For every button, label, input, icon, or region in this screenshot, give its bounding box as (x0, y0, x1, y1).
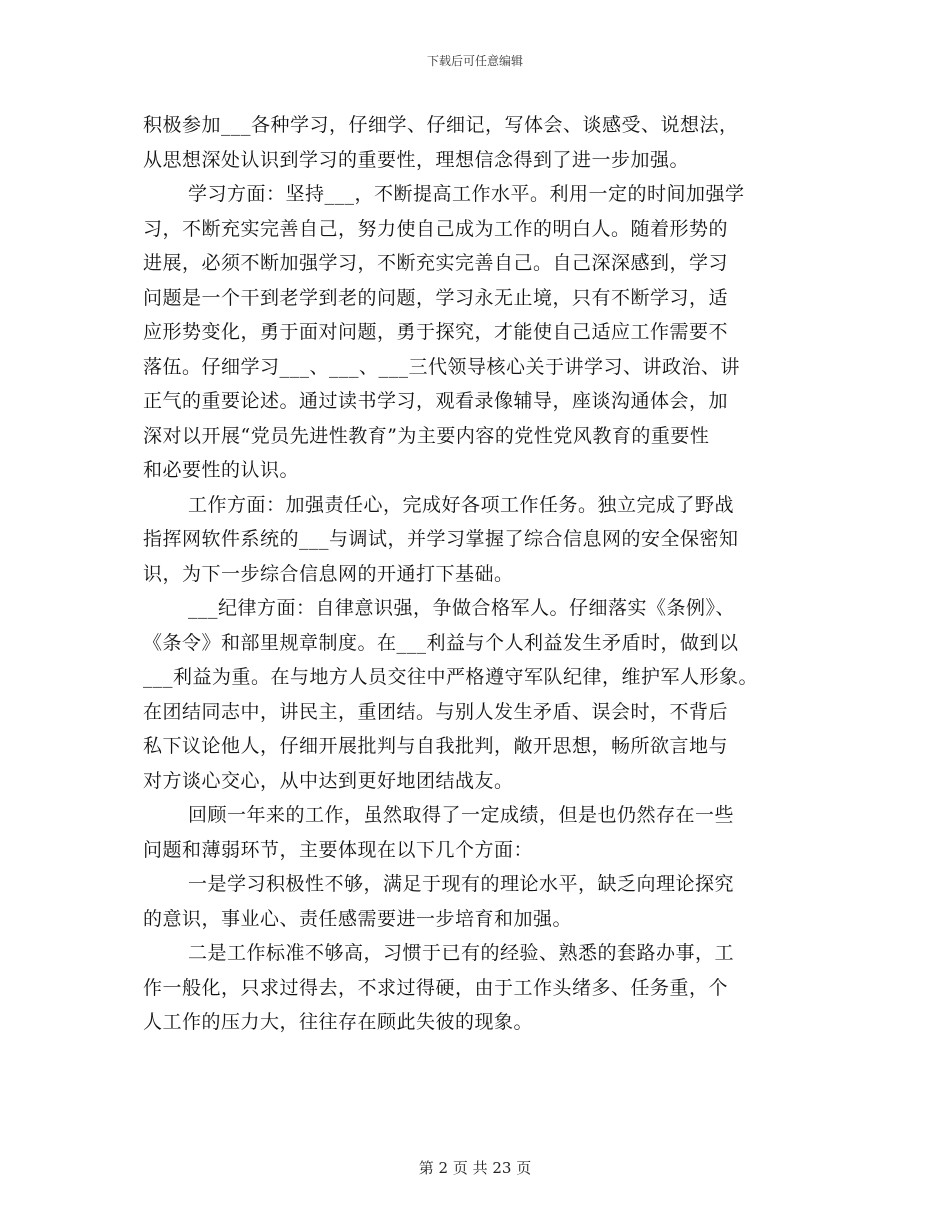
paragraph-start-line: 学习方面：坚持___，不断提高工作水平。利用一定的时间加强学 (188, 183, 745, 205)
text-line: 问题和薄弱环节，主要体现在以下几个方面： (143, 838, 534, 861)
text-line: 识，为下一步综合信息网的开通打下基础。 (143, 562, 514, 585)
document-body (143, 108, 823, 1040)
text-line: 作一般化，只求过得去，不求过得硬，由于工作头绪多、任务重，个 (143, 976, 729, 999)
text-line: 和必要性的认识。 (143, 459, 300, 481)
text-line: 问题是一个干到老学到老的问题，学习永无止境，只有不断学习，适 (143, 286, 729, 309)
text-line: 在团结同志中，讲民主，重团结。与别人发生矛盾、误会时，不背后 (143, 700, 729, 723)
text-line: 习，不断充实完善自己，努力使自己成为工作的明白人。随着形势的 (143, 217, 729, 240)
paragraph-start-line: ___纪律方面：自律意识强，争做合格军人。仔细落实《条例》、 (188, 597, 736, 619)
text-line: 的意识，事业心、责任感需要进一步培育和加强。 (143, 907, 573, 930)
paragraph-start-line: 二是工作标准不够高，习惯于已有的经验、熟悉的套路办事，工 (188, 942, 735, 964)
text-line: 对方谈心交心，从中达到更好地团结战友。 (143, 769, 514, 792)
text-line: 深对以开展“党员先进性教育”为主要内容的党性党风教育的重要性 (143, 424, 710, 447)
text-line: ___利益为重。在与地方人员交往中严格遵守军队纪律，维护军人形象。 (143, 666, 759, 688)
text-line: 从思想深处认识到学习的重要性，理想信念得到了进一步加强。 (143, 148, 690, 171)
paragraph-start-line: 回顾一年来的工作，虽然取得了一定成绩，但是也仍然存在一些 (188, 804, 735, 826)
text-line: 人工作的压力大，往往存在顾此失彼的现象。 (143, 1011, 534, 1033)
text-line: 进展，必须不断加强学习，不断充实完善自己。自己深深感到，学习 (143, 252, 729, 274)
text-line: 指挥网软件系统的___与调试，并学习掌握了综合信息网的安全保密知 (143, 528, 739, 550)
page-header-note: 下载后可任意编辑 (426, 54, 523, 68)
paragraph-start-line: 工作方面：加强责任心，完成好各项工作任务。独立完成了野战 (188, 493, 735, 516)
paragraph-start-line: 一是学习积极性不够，满足于现有的理论水平，缺乏向理论探究 (188, 873, 735, 895)
text-line: 正气的重要论述。通过读书学习，观看录像辅导，座谈沟通体会，加 (143, 390, 729, 412)
text-line: 应形势变化，勇于面对问题，勇于探究，才能使自己适应工作需要不 (143, 321, 729, 343)
page-number-footer: 第 2 页 共 23 页 (418, 1159, 532, 1177)
text-line: 私下议论他人，仔细开展批判与自我批判，敞开思想，畅所欲言地与 (143, 735, 729, 757)
text-line: 积极参加___各种学习，仔细学、仔细记，写体会、谈感受、说想法， (143, 114, 739, 136)
text-line: 《条令》和部里规章制度。在___利益与个人利益发生矛盾时，做到以 (143, 631, 739, 654)
text-line: 落伍。仔细学习___、___、___三代领导核心关于讲学习、讲政治、讲 (143, 355, 741, 378)
